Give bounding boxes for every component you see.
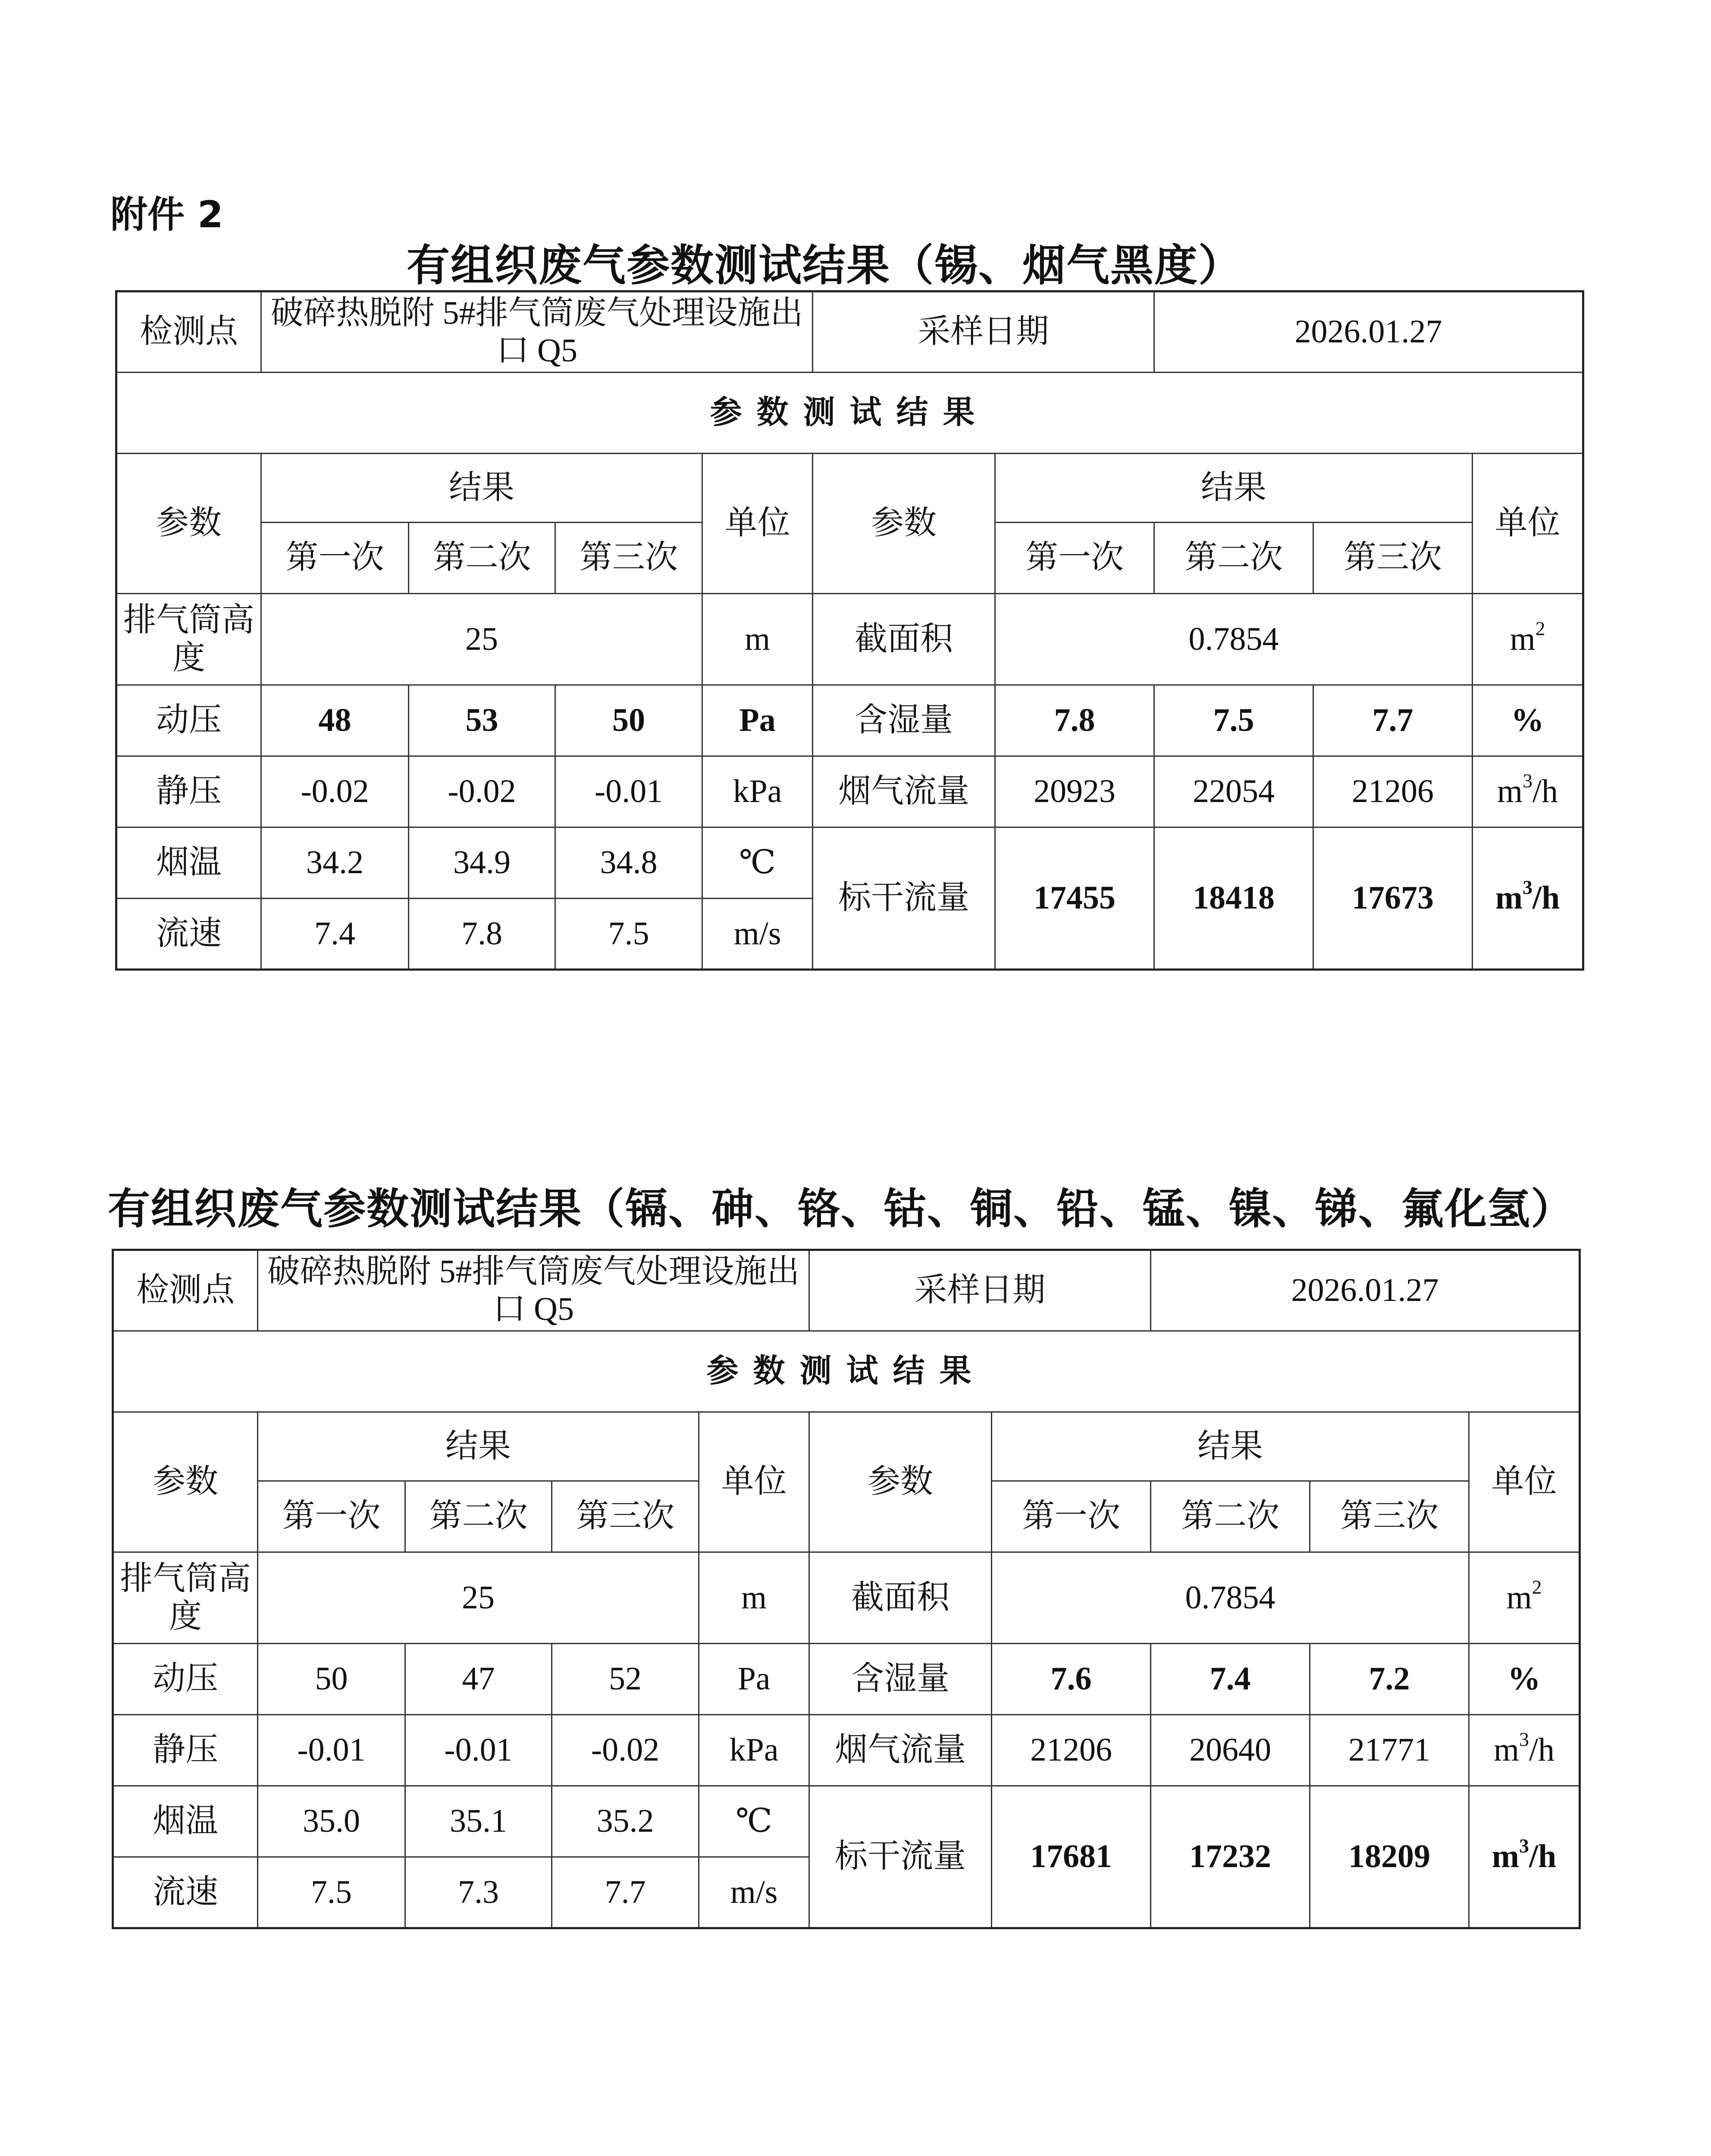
station-label: 检测点 xyxy=(116,291,261,373)
dry-flow-unit: $m^3/h$ xyxy=(1469,1786,1580,1928)
flue-temp-label: 烟温 xyxy=(113,1786,258,1857)
static-pressure-run-1: -0.02 xyxy=(261,756,409,827)
velocity-run-1: 7.4 xyxy=(261,899,409,970)
velocity-unit: m/s xyxy=(702,899,813,970)
moisture-run-3: 7.2 xyxy=(1310,1644,1469,1715)
run-2-header-right: 第二次 xyxy=(1154,523,1313,594)
flue-gas-flow-run-1: 20923 xyxy=(995,756,1154,827)
velocity-run-3: 7.7 xyxy=(552,1857,699,1928)
parameter-table-2 xyxy=(112,1249,1581,1929)
flue-temp-unit: ℃ xyxy=(699,1786,809,1857)
static-pressure-run-3: -0.02 xyxy=(552,1715,699,1786)
moisture-run-1: 7.8 xyxy=(995,685,1154,756)
run-3-header-right: 第三次 xyxy=(1313,523,1473,594)
unit-header-right: 单位 xyxy=(1469,1412,1580,1552)
moisture-run-2: 7.5 xyxy=(1154,685,1313,756)
unit-header: 单位 xyxy=(702,454,813,594)
run-3-header-right: 第三次 xyxy=(1310,1481,1469,1552)
param-header-right: 参数 xyxy=(813,454,995,594)
velocity-run-2: 7.8 xyxy=(409,899,555,970)
date-value: 2026.01.27 xyxy=(1154,291,1583,373)
stack-height-unit: m xyxy=(702,594,813,685)
static-pressure-label: 静压 xyxy=(116,756,261,827)
static-pressure-label: 静压 xyxy=(113,1715,258,1786)
dynamic-pressure-unit: Pa xyxy=(702,685,813,756)
static-pressure-run-3: -0.01 xyxy=(555,756,702,827)
flue-gas-flow-label: 烟气流量 xyxy=(809,1715,992,1786)
flue-gas-flow-unit: $m^3/h$ xyxy=(1473,756,1583,827)
velocity-run-2: 7.3 xyxy=(405,1857,552,1928)
flue-temp-run-1: 35.0 xyxy=(258,1786,405,1857)
velocity-label: 流速 xyxy=(113,1857,258,1928)
cross-section-unit: $m^2$ xyxy=(1469,1552,1580,1644)
stack-height-label: 排气筒高度 xyxy=(113,1552,258,1644)
flue-gas-flow-run-3: 21771 xyxy=(1310,1715,1469,1786)
moisture-unit: % xyxy=(1469,1644,1580,1715)
dynamic-pressure-label: 动压 xyxy=(116,685,261,756)
dry-flow-label: 标干流量 xyxy=(809,1786,992,1928)
dynamic-pressure-run-3: 50 xyxy=(555,685,702,756)
dry-flow-run-1: 17455 xyxy=(995,827,1154,970)
run-1-header: 第一次 xyxy=(261,523,409,594)
date-label: 采样日期 xyxy=(813,291,1154,373)
static-pressure-unit: kPa xyxy=(702,756,813,827)
dry-flow-run-2: 17232 xyxy=(1151,1786,1310,1928)
run-2-header-right: 第二次 xyxy=(1151,1481,1310,1552)
run-1-header: 第一次 xyxy=(258,1481,405,1552)
run-1-header-right: 第一次 xyxy=(995,523,1154,594)
cross-section-unit: $m^2$ xyxy=(1473,594,1583,685)
velocity-label: 流速 xyxy=(116,899,261,970)
run-3-header: 第三次 xyxy=(552,1481,699,1552)
dynamic-pressure-run-3: 52 xyxy=(552,1644,699,1715)
dry-flow-run-2: 18418 xyxy=(1154,827,1313,970)
table-2-title: 有组织废气参数测试结果（镉、砷、铬、钴、铜、铅、锰、镍、锑、氟化氢） xyxy=(108,1185,1574,1234)
flue-gas-flow-unit: $m^3/h$ xyxy=(1469,1715,1580,1786)
dry-flow-run-1: 17681 xyxy=(992,1786,1151,1928)
velocity-unit: m/s xyxy=(699,1857,809,1928)
section-title: 参数测试结果 xyxy=(116,373,1583,454)
velocity-run-3: 7.5 xyxy=(555,899,702,970)
date-value: 2026.01.27 xyxy=(1151,1250,1580,1331)
moisture-run-3: 7.7 xyxy=(1313,685,1473,756)
param-header-right: 参数 xyxy=(809,1412,992,1552)
dynamic-pressure-run-2: 53 xyxy=(409,685,555,756)
cross-section-value: 0.7854 xyxy=(995,594,1473,685)
dry-flow-label: 标干流量 xyxy=(813,827,995,970)
dynamic-pressure-unit: Pa xyxy=(699,1644,809,1715)
station-label: 检测点 xyxy=(113,1250,258,1331)
dry-flow-run-3: 18209 xyxy=(1310,1786,1469,1928)
static-pressure-unit: kPa xyxy=(699,1715,809,1786)
dry-flow-unit: $m^3/h$ xyxy=(1473,827,1583,970)
flue-temp-run-3: 34.8 xyxy=(555,827,702,899)
flue-gas-flow-label: 烟气流量 xyxy=(813,756,995,827)
moisture-label: 含湿量 xyxy=(813,685,995,756)
moisture-run-1: 7.6 xyxy=(992,1644,1151,1715)
param-header: 参数 xyxy=(113,1412,258,1552)
flue-gas-flow-run-2: 22054 xyxy=(1154,756,1313,827)
dry-flow-run-3: 17673 xyxy=(1313,827,1473,970)
run-1-header-right: 第一次 xyxy=(992,1481,1151,1552)
flue-temp-run-1: 34.2 xyxy=(261,827,409,899)
velocity-run-1: 7.5 xyxy=(258,1857,405,1928)
station-value: 破碎热脱附 5#排气筒废气处理设施出口 Q5 xyxy=(258,1250,809,1331)
run-3-header: 第三次 xyxy=(555,523,702,594)
cross-section-label: 截面积 xyxy=(809,1552,992,1644)
unit-header-right: 单位 xyxy=(1473,454,1583,594)
static-pressure-run-2: -0.01 xyxy=(405,1715,552,1786)
stack-height-value: 25 xyxy=(261,594,702,685)
run-2-header: 第二次 xyxy=(405,1481,552,1552)
dynamic-pressure-label: 动压 xyxy=(113,1644,258,1715)
flue-temp-run-2: 35.1 xyxy=(405,1786,552,1857)
stack-height-label: 排气筒高度 xyxy=(116,594,261,685)
moisture-label: 含湿量 xyxy=(809,1644,992,1715)
result-header: 结果 xyxy=(261,454,702,523)
station-value: 破碎热脱附 5#排气筒废气处理设施出口 Q5 xyxy=(261,291,813,373)
result-header: 结果 xyxy=(258,1412,699,1481)
annex-label: 附件 2 xyxy=(110,193,223,236)
cross-section-label: 截面积 xyxy=(813,594,995,685)
dynamic-pressure-run-2: 47 xyxy=(405,1644,552,1715)
unit-header: 单位 xyxy=(699,1412,809,1552)
flue-gas-flow-run-1: 21206 xyxy=(992,1715,1151,1786)
date-label: 采样日期 xyxy=(809,1250,1151,1331)
result-header-right: 结果 xyxy=(995,454,1473,523)
dynamic-pressure-run-1: 48 xyxy=(261,685,409,756)
run-2-header: 第二次 xyxy=(409,523,555,594)
parameter-table-1 xyxy=(115,290,1584,971)
moisture-unit: % xyxy=(1473,685,1583,756)
flue-temp-unit: ℃ xyxy=(702,827,813,899)
section-title: 参数测试结果 xyxy=(113,1331,1580,1412)
dynamic-pressure-run-1: 50 xyxy=(258,1644,405,1715)
table-1-title: 有组织废气参数测试结果（锡、烟气黑度） xyxy=(407,240,1242,291)
flue-gas-flow-run-2: 20640 xyxy=(1151,1715,1310,1786)
stack-height-value: 25 xyxy=(258,1552,699,1644)
static-pressure-run-1: -0.01 xyxy=(258,1715,405,1786)
cross-section-value: 0.7854 xyxy=(992,1552,1469,1644)
flue-gas-flow-run-3: 21206 xyxy=(1313,756,1473,827)
static-pressure-run-2: -0.02 xyxy=(409,756,555,827)
result-header-right: 结果 xyxy=(992,1412,1469,1481)
flue-temp-run-2: 34.9 xyxy=(409,827,555,899)
flue-temp-run-3: 35.2 xyxy=(552,1786,699,1857)
moisture-run-2: 7.4 xyxy=(1151,1644,1310,1715)
param-header: 参数 xyxy=(116,454,261,594)
flue-temp-label: 烟温 xyxy=(116,827,261,899)
stack-height-unit: m xyxy=(699,1552,809,1644)
